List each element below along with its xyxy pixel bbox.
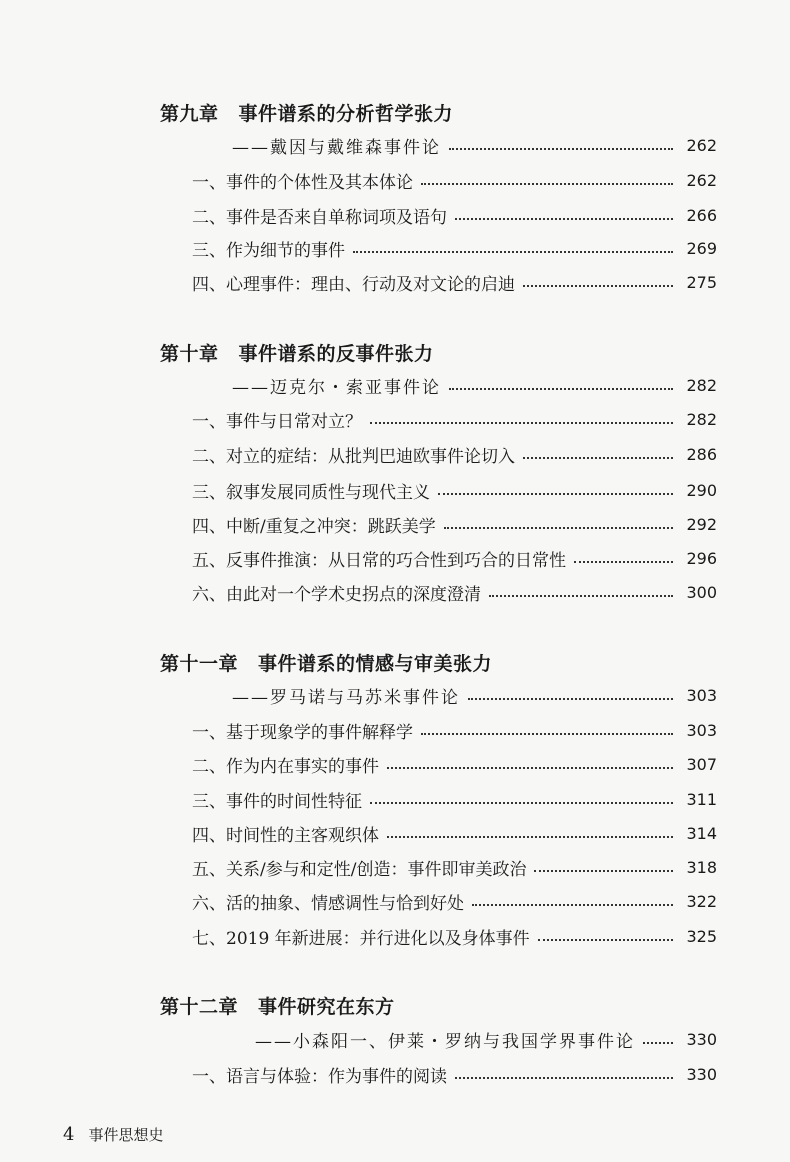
- page-footer: [63, 1124, 163, 1145]
- toc-entry[interactable]: [192, 509, 717, 539]
- page-number: 322: [686, 891, 717, 911]
- entry-text: 一、事件与日常对立？: [192, 411, 362, 432]
- leader-dots: [523, 457, 673, 459]
- toc-entry-subtitle[interactable]: [232, 370, 717, 400]
- leader-dots: [455, 218, 673, 220]
- toc-entry[interactable]: [192, 784, 717, 814]
- entry-text: 四、中断/重复之冲突：跳跃美学: [192, 516, 436, 537]
- chapter-number: 第九章: [160, 103, 219, 125]
- entry-text: 七、2019 年新进展：并行进化以及身体事件: [192, 928, 530, 949]
- leader-dots: [421, 183, 673, 185]
- entry-text: 五、关系/参与和定性/创造：事件即审美政治: [192, 859, 527, 880]
- leader-dots: [455, 1077, 673, 1079]
- entry-text: 一、语言与体验：作为事件的阅读: [192, 1066, 447, 1087]
- entry-text: 四、心理事件：理由、行动及对文论的启迪: [192, 274, 515, 295]
- chapter-number: 第十一章: [160, 653, 239, 675]
- page-number: 262: [686, 135, 717, 155]
- toc-entry[interactable]: [192, 715, 717, 745]
- entry-text: ——小森阳一、伊莱・罗纳与我国学界事件论: [255, 1031, 635, 1052]
- entry-text: 三、作为细节的事件: [192, 240, 345, 261]
- page-number: 262: [686, 170, 717, 190]
- chapter-heading: [160, 99, 453, 126]
- entry-text: 二、事件是否来自单称词项及语句: [192, 207, 447, 228]
- chapter-heading: [160, 992, 395, 1019]
- toc-entry[interactable]: [192, 921, 717, 951]
- chapter-number: 第十章: [160, 343, 219, 365]
- entry-text: ——戴因与戴维森事件论: [232, 137, 441, 158]
- leader-dots: [468, 698, 673, 700]
- entry-text: ——迈克尔・索亚事件论: [232, 377, 441, 398]
- page-number: 330: [686, 1064, 717, 1084]
- page-number: 325: [686, 926, 717, 946]
- page-number: 314: [686, 823, 717, 843]
- entry-text: 六、活的抽象、情感调性与恰到好处: [192, 893, 464, 914]
- toc-entry[interactable]: [192, 233, 717, 263]
- page-number: 311: [686, 789, 717, 809]
- leader-dots: [489, 595, 673, 597]
- leader-dots: [523, 285, 673, 287]
- chapter-heading: [160, 339, 434, 366]
- leader-dots: [472, 904, 673, 906]
- chapter-title: 事件谱系的情感与审美张力: [258, 653, 493, 675]
- page-number: 282: [686, 409, 717, 429]
- leader-dots: [438, 493, 673, 495]
- leader-dots: [538, 939, 673, 941]
- page-number: 266: [686, 205, 717, 225]
- entry-text: 五、反事件推演：从日常的巧合性到巧合的日常性: [192, 550, 566, 571]
- leader-dots: [444, 527, 673, 529]
- chapter-title: 事件谱系的分析哲学张力: [238, 103, 454, 125]
- footer-book-title: 事件思想史: [88, 1126, 164, 1144]
- toc-entry-subtitle[interactable]: [232, 680, 717, 710]
- chapter-title: 事件研究在东方: [258, 996, 395, 1018]
- footer-page-number: 4: [63, 1124, 75, 1145]
- leader-dots: [534, 870, 673, 872]
- toc-entry[interactable]: [192, 439, 717, 469]
- toc-entry-subtitle[interactable]: [232, 130, 717, 160]
- leader-dots: [387, 836, 673, 838]
- page-number: 300: [686, 582, 717, 602]
- chapter-number: 第十二章: [160, 996, 239, 1018]
- toc-entry-subtitle[interactable]: [255, 1024, 717, 1054]
- entry-text: 四、时间性的主客观织体: [192, 825, 379, 846]
- leader-dots: [370, 422, 673, 424]
- toc-entry[interactable]: [192, 200, 717, 230]
- entry-text: 二、对立的症结：从批判巴迪欧事件论切入: [192, 446, 515, 467]
- leader-dots: [449, 148, 673, 150]
- toc-entry[interactable]: [192, 1059, 717, 1089]
- entry-text: ——罗马诺与马苏米事件论: [232, 687, 460, 708]
- page-number: 292: [686, 514, 717, 534]
- page-number: 282: [686, 375, 717, 395]
- page-number: 296: [686, 548, 717, 568]
- toc-entry[interactable]: [192, 749, 717, 779]
- page-number: 330: [686, 1029, 717, 1049]
- toc-entry[interactable]: [192, 852, 717, 882]
- entry-text: 三、叙事发展同质性与现代主义: [192, 482, 430, 503]
- leader-dots: [353, 251, 673, 253]
- entry-text: 三、事件的时间性特征: [192, 791, 362, 812]
- page-number: 269: [686, 238, 717, 258]
- toc-entry[interactable]: [192, 267, 717, 297]
- toc-entry[interactable]: [192, 886, 717, 916]
- leader-dots: [643, 1042, 673, 1044]
- toc-entry[interactable]: [192, 818, 717, 848]
- entry-text: 二、作为内在事实的事件: [192, 756, 379, 777]
- toc-entry[interactable]: [192, 577, 717, 607]
- entry-text: 一、基于现象学的事件解释学: [192, 722, 413, 743]
- page-number: 318: [686, 857, 717, 877]
- leader-dots: [370, 802, 673, 804]
- leader-dots: [387, 767, 673, 769]
- leader-dots: [449, 388, 673, 390]
- page-number: 275: [686, 272, 717, 292]
- page-number: 303: [686, 720, 717, 740]
- toc-entry[interactable]: [192, 165, 717, 195]
- page-number: 290: [686, 480, 717, 500]
- leader-dots: [574, 561, 673, 563]
- page-number: 307: [686, 754, 717, 774]
- page-number: 286: [686, 444, 717, 464]
- entry-text: 一、事件的个体性及其本体论: [192, 172, 413, 193]
- toc-entry[interactable]: [192, 404, 717, 434]
- toc-entry[interactable]: [192, 543, 717, 573]
- leader-dots: [421, 733, 673, 735]
- page-number: 303: [686, 685, 717, 705]
- entry-text: 六、由此对一个学术史拐点的深度澄清: [192, 584, 481, 605]
- toc-entry[interactable]: [192, 475, 717, 505]
- chapter-heading: [160, 649, 492, 676]
- chapter-title: 事件谱系的反事件张力: [238, 343, 434, 365]
